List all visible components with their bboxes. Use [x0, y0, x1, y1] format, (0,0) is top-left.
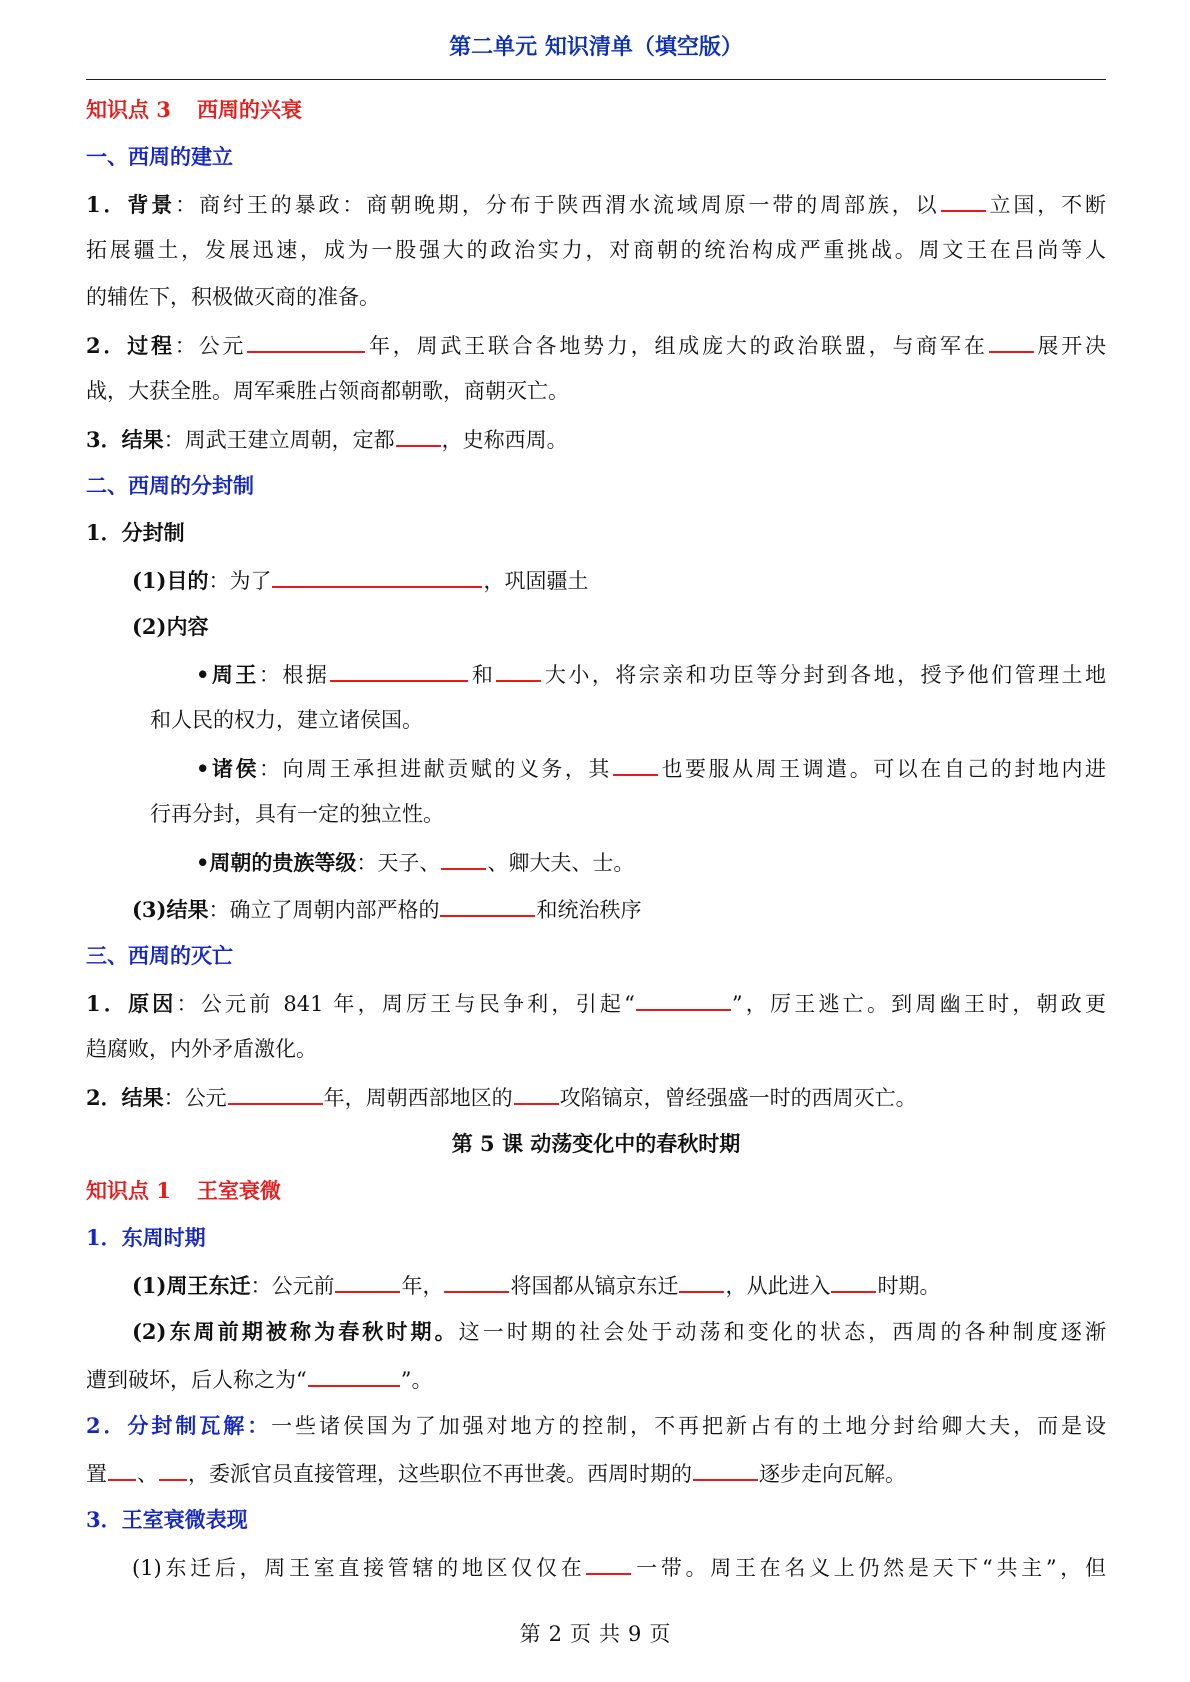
fill-blank[interactable] [441, 838, 486, 870]
fill-blank[interactable] [693, 1449, 758, 1481]
text-run: 一带。周王在名义上仍然是天下“共主”，但 [632, 1556, 1106, 1580]
fill-blank[interactable] [831, 1261, 876, 1293]
document-body [86, 86, 1106, 1590]
section-heading: 二、西周的分封制 [86, 473, 254, 498]
bullet-label: •诸侯 [196, 756, 260, 781]
paragraph-line: 3．结果：周武王建立周朝，定都 ，史称西周。 [86, 415, 1106, 462]
paragraph-line: 趋腐败，内外矛盾激化。 [86, 1037, 317, 1061]
text-run: 向周王承担进献贡赋的义务，其 [282, 757, 612, 781]
paragraph-line [86, 1543, 1106, 1590]
paragraph-line: 拓展疆土，发展迅速，成为一股强大的政治实力，对商朝的统治构成严重挑战。周文王在吕尚等人 [86, 238, 1106, 262]
text-run: 置 [86, 1462, 107, 1486]
paragraph-line: 战，大获全胜。周军乘胜占领商都朝歌，商朝灭亡。 [86, 379, 569, 403]
paragraph-line: 和人民的权力，建立诸侯国。 [150, 708, 423, 732]
paragraph-line: (1)目的：为了 ，巩固疆土 [86, 556, 1106, 603]
text-run: 公元前 [271, 1274, 335, 1298]
fill-blank[interactable] [108, 1449, 136, 1481]
text-run: 周武王建立周朝，定都 [184, 428, 395, 452]
item-label: 2．分封制瓦解 [86, 1413, 248, 1438]
paragraph-line [86, 1355, 1106, 1402]
text-run: 和 [469, 663, 496, 687]
fill-blank[interactable] [272, 556, 482, 588]
knowledge-point-heading [86, 1167, 1106, 1214]
paragraph-line: 2．过程：公元 年，周武王联合各地势力，组成庞大的政治联盟，与商军在 展开决 [86, 321, 1106, 368]
item-number: 2． [86, 333, 128, 358]
knowledge-point-heading [86, 86, 1106, 133]
fill-blank[interactable] [396, 415, 441, 447]
text-run: 天子、 [377, 851, 441, 875]
lesson-title: 第 5 课 动荡变化中的春秋时期 [451, 1131, 741, 1156]
kp-title: 西周的兴衰 [196, 97, 302, 122]
item-number: 3． [86, 427, 122, 452]
fill-blank[interactable] [586, 1543, 631, 1575]
text-run: 年，周武王联合各地势力，组成庞大的政治联盟，与商军在 [366, 334, 988, 358]
kp-title: 王室衰微 [196, 1178, 281, 1203]
text-run: 公元前 841 年，周厉王与民争利，引起“ [200, 992, 635, 1016]
section-heading: 一、西周的建立 [86, 144, 233, 169]
item-number: 1． [86, 192, 128, 217]
text-run: 立国，不断 [986, 193, 1106, 217]
item-label: (1)目的 [132, 568, 209, 593]
fill-blank[interactable] [159, 1449, 187, 1481]
text-run: ”。 [400, 1368, 433, 1392]
fill-blank[interactable] [330, 650, 468, 682]
fill-blank[interactable] [679, 1261, 724, 1293]
item-label: 原因 [128, 991, 177, 1016]
text-run: 一些诸侯国为了加强对地方的控制，不再把新占有的土地分封给卿大夫，而是设 [271, 1414, 1106, 1438]
paragraph-line: (3)结果：确立了周朝内部严格的 和统治秩序 [86, 885, 1106, 932]
text-run: 确立了周朝内部严格的 [229, 898, 440, 922]
paragraph-line: 2．分封制瓦解：一些诸侯国为了加强对地方的控制，不再把新占有的土地分封给卿大夫，而是设 [86, 1413, 1106, 1438]
subsection-heading: 1．分封制 [86, 520, 185, 545]
text-run: ”，厉王逃亡。到周幽王时，朝政更 [731, 992, 1106, 1016]
text-run: ，巩固疆土 [483, 569, 589, 593]
paragraph-line: 1．原因：公元前 841 年，周厉王与民争利，引起“ ”，厉王逃亡。到周幽王时，朝政更 [86, 979, 1106, 1026]
item-number: 2． [86, 1085, 122, 1110]
fill-blank[interactable] [444, 1261, 509, 1293]
text-run: 年，周朝西部地区的 [323, 1086, 513, 1110]
section-heading: 三、西周的灭亡 [86, 943, 233, 968]
bullet-label: •周朝的贵族等级 [196, 850, 357, 875]
fill-blank[interactable] [228, 1073, 323, 1105]
text-run: 攻陷镐京，曾经强盛一时的西周灭亡。 [559, 1086, 917, 1110]
fill-blank[interactable] [247, 321, 365, 353]
paragraph-line: •诸侯：向周王承担进献贡赋的义务，其 也要服从周王调遣。可以在自己的封地内进 [86, 744, 1106, 791]
text-run: 大小，将宗亲和功臣等分封到各地，授予他们管理土地 [542, 663, 1106, 687]
section-heading: 1．东周时期 [86, 1225, 206, 1250]
paragraph-line [86, 1449, 1106, 1496]
text-run: 商纣王的暴政：商朝晚期，分布于陕西渭水流域周原一带的周部族，以 [199, 193, 940, 217]
text-run: 展开决 [1034, 334, 1106, 358]
item-label: 过程 [127, 333, 175, 358]
text-run: 和统治秩序 [536, 898, 642, 922]
text-run: ，史称西周。 [441, 428, 568, 452]
text-run: 、卿大夫、士。 [487, 851, 635, 875]
text-run: ，委派官员直接管理，这些职位不再世袭。西周时期的 [188, 1462, 692, 1486]
fill-blank[interactable] [613, 744, 658, 776]
fill-blank[interactable] [514, 1073, 559, 1105]
paragraph-line [86, 1308, 1106, 1355]
page-number: 2 [548, 1622, 562, 1646]
page-total: 9 [628, 1622, 642, 1646]
bullet-label: •周王 [196, 662, 259, 687]
kp-label: 知识点 3 [86, 97, 171, 122]
item-label: (2)内容 [132, 614, 209, 639]
fill-blank[interactable] [636, 979, 731, 1011]
paragraph-line: •周王：根据 和 大小，将宗亲和功臣等分封到各地，授予他们管理土地 [86, 650, 1106, 697]
fill-blank[interactable] [308, 1355, 400, 1387]
text-run: 年， [401, 1274, 444, 1298]
text-run: 、 [137, 1462, 158, 1486]
text-run: ，从此进入 [725, 1274, 831, 1298]
item-label: (3)结果 [132, 897, 209, 922]
text-run: 公元 [184, 1086, 227, 1110]
kp-label: 知识点 1 [86, 1178, 171, 1203]
item-label: (1)周王东迁 [132, 1273, 251, 1298]
text-run: 也要服从周王调遣。可以在自己的封地内进 [658, 757, 1106, 781]
fill-blank[interactable] [335, 1261, 400, 1293]
fill-blank[interactable] [496, 650, 541, 682]
page-footer: 第 2 页 共 9 页 [519, 1622, 671, 1646]
paragraph-line: 的辅佐下，积极做灭商的准备。 [86, 285, 380, 309]
text-run: 根据 [282, 663, 330, 687]
text-run: 将国都从镐京东迁 [510, 1274, 679, 1298]
text-run: (1)东迁后，周王室直接管辖的地区仅仅在 [132, 1556, 586, 1580]
paragraph-line: 1．背景：商纣王的暴政：商朝晚期，分布于陕西渭水流域周原一带的周部族，以 立国，不断 [86, 180, 1106, 227]
text-run: 逐步走向瓦解。 [759, 1462, 906, 1486]
header-divider [86, 79, 1106, 80]
item-label: (2)东周前期被称为春秋时期。 [132, 1319, 459, 1344]
item-label: 结果 [121, 427, 164, 452]
text-run: 公元 [198, 334, 247, 358]
text-run: 为了 [229, 569, 272, 593]
section-heading: 3．王室衰微表现 [86, 1507, 248, 1532]
item-label: 背景 [127, 192, 176, 217]
paragraph-line: (1)周王东迁：公元前 年， 将国都从镐京东迁 ，从此进入 时期。 [86, 1261, 1106, 1308]
fill-blank[interactable] [440, 885, 535, 917]
text-run: 遭到破坏，后人称之为“ [86, 1368, 307, 1392]
fill-blank[interactable] [941, 180, 986, 212]
paragraph-line: 2．结果：公元 年，周朝西部地区的 攻陷镐京，曾经强盛一时的西周灭亡。 [86, 1073, 1106, 1120]
page-header-title: 第二单元 知识清单（填空版） [449, 34, 743, 60]
item-number: 1． [86, 991, 129, 1016]
paragraph-line: 行再分封，具有一定的独立性。 [150, 802, 444, 826]
fill-blank[interactable] [989, 321, 1034, 353]
item-label: 结果 [121, 1085, 164, 1110]
text-run: 这一时期的社会处于动荡和变化的状态，西周的各种制度逐渐 [458, 1320, 1106, 1344]
paragraph-line: •周朝的贵族等级：天子、 、卿大夫、士。 [86, 838, 1106, 885]
text-run: 时期。 [877, 1274, 941, 1298]
